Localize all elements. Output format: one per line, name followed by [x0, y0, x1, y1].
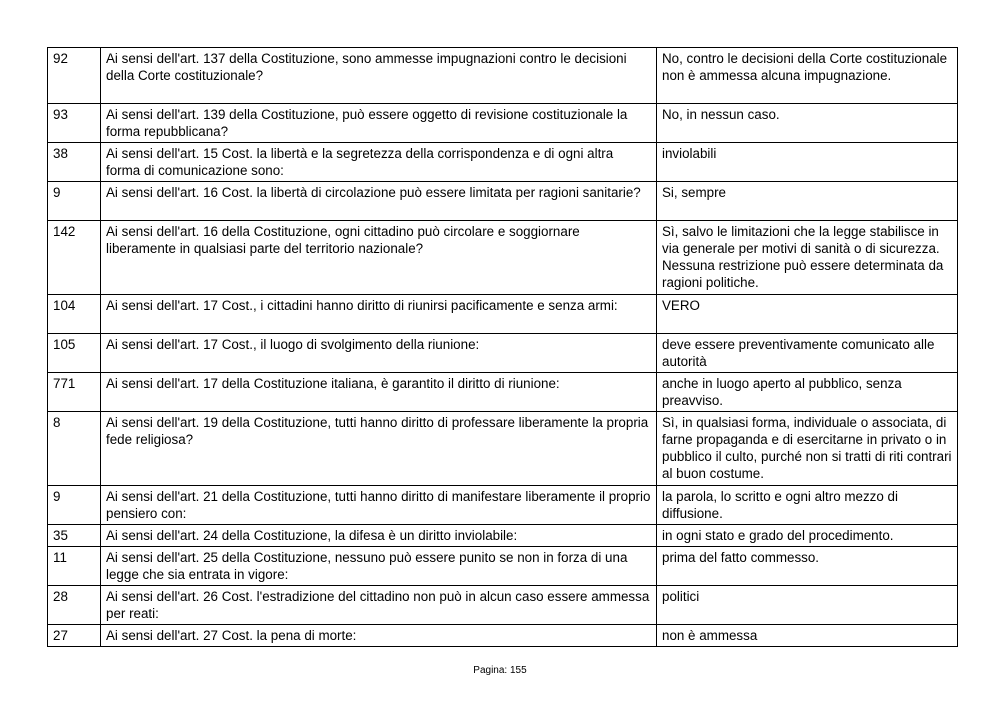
question-cell: Ai sensi dell'art. 16 Cost. la libertà di circolazione può essere limitata per ragioni sanitarie?	[101, 182, 657, 221]
answer-cell: politici	[657, 586, 958, 625]
row-number: 11	[48, 547, 101, 586]
qa-table	[47, 47, 958, 647]
table-row	[48, 625, 958, 647]
answer-cell: in ogni stato e grado del procedimento.	[657, 525, 958, 547]
table-row	[48, 525, 958, 547]
question-cell: Ai sensi dell'art. 25 della Costituzione, nessuno può essere punito se non in forza di una legge che sia entrata in vigore:	[101, 547, 657, 586]
answer-cell: Sì, salvo le limitazioni che la legge stabilisce in via generale per motivi di sanità o di sicurezza. Nessuna restrizione può essere determinata da ragioni politiche.	[657, 221, 958, 295]
table-row	[48, 143, 958, 182]
answer-cell: prima del fatto commesso.	[657, 547, 958, 586]
answer-cell: No, in nessun caso.	[657, 104, 958, 143]
question-cell: Ai sensi dell'art. 19 della Costituzione, tutti hanno diritto di professare liberamente la propria fede religiosa?	[101, 412, 657, 486]
table-row	[48, 295, 958, 334]
answer-cell: inviolabili	[657, 143, 958, 182]
answer-cell: non è ammessa	[657, 625, 958, 647]
answer-cell: No, contro le decisioni della Corte costituzionale non è ammessa alcuna impugnazione.	[657, 48, 958, 104]
row-number: 104	[48, 295, 101, 334]
table-row	[48, 586, 958, 625]
row-number: 38	[48, 143, 101, 182]
table-row	[48, 48, 958, 104]
row-number: 105	[48, 334, 101, 373]
table-row	[48, 547, 958, 586]
answer-cell: deve essere preventivamente comunicato alle autorità	[657, 334, 958, 373]
question-cell: Ai sensi dell'art. 15 Cost. la libertà e la segretezza della corrispondenza e di ogni altra forma di comunicazione sono:	[101, 143, 657, 182]
table-row	[48, 412, 958, 486]
row-number: 27	[48, 625, 101, 647]
row-number: 142	[48, 221, 101, 295]
page-number-footer: Pagina: 155	[473, 665, 527, 676]
question-cell: Ai sensi dell'art. 17 Cost., i cittadini hanno diritto di riunirsi pacificamente e senza armi:	[101, 295, 657, 334]
answer-cell: Sì, in qualsiasi forma, individuale o associata, di farne propaganda e di esercitarne in privato o in pubblico il culto, purché non si tratti di riti contrari al buon costume.	[657, 412, 958, 486]
question-cell: Ai sensi dell'art. 17 della Costituzione italiana, è garantito il diritto di riunione:	[101, 373, 657, 412]
question-cell: Ai sensi dell'art. 21 della Costituzione, tutti hanno diritto di manifestare liberamente il proprio pensiero con:	[101, 486, 657, 525]
table-row	[48, 221, 958, 295]
answer-cell: VERO	[657, 295, 958, 334]
question-cell: Ai sensi dell'art. 137 della Costituzione, sono ammesse impugnazioni contro le decisioni della Corte costituzionale?	[101, 48, 657, 104]
row-number: 35	[48, 525, 101, 547]
row-number: 771	[48, 373, 101, 412]
table-row	[48, 373, 958, 412]
row-number: 9	[48, 182, 101, 221]
question-cell: Ai sensi dell'art. 27 Cost. la pena di morte:	[101, 625, 657, 647]
table-row	[48, 334, 958, 373]
question-cell: Ai sensi dell'art. 16 della Costituzione, ogni cittadino può circolare e soggiornare liberamente in qualsiasi parte del territorio nazionale?	[101, 221, 657, 295]
question-cell: Ai sensi dell'art. 26 Cost. l'estradizione del cittadino non può in alcun caso essere ammessa per reati:	[101, 586, 657, 625]
answer-cell: la parola, lo scritto e ogni altro mezzo di diffusione.	[657, 486, 958, 525]
row-number: 93	[48, 104, 101, 143]
table-row	[48, 182, 958, 221]
answer-cell: anche in luogo aperto al pubblico, senza preavviso.	[657, 373, 958, 412]
row-number: 9	[48, 486, 101, 525]
question-cell: Ai sensi dell'art. 17 Cost., il luogo di svolgimento della riunione:	[101, 334, 657, 373]
row-number: 92	[48, 48, 101, 104]
table-row	[48, 104, 958, 143]
row-number: 28	[48, 586, 101, 625]
question-cell: Ai sensi dell'art. 24 della Costituzione, la difesa è un diritto inviolabile:	[101, 525, 657, 547]
table-row	[48, 486, 958, 525]
answer-cell: Si, sempre	[657, 182, 958, 221]
question-cell: Ai sensi dell'art. 139 della Costituzione, può essere oggetto di revisione costituzionale la forma repubblicana?	[101, 104, 657, 143]
row-number: 8	[48, 412, 101, 486]
